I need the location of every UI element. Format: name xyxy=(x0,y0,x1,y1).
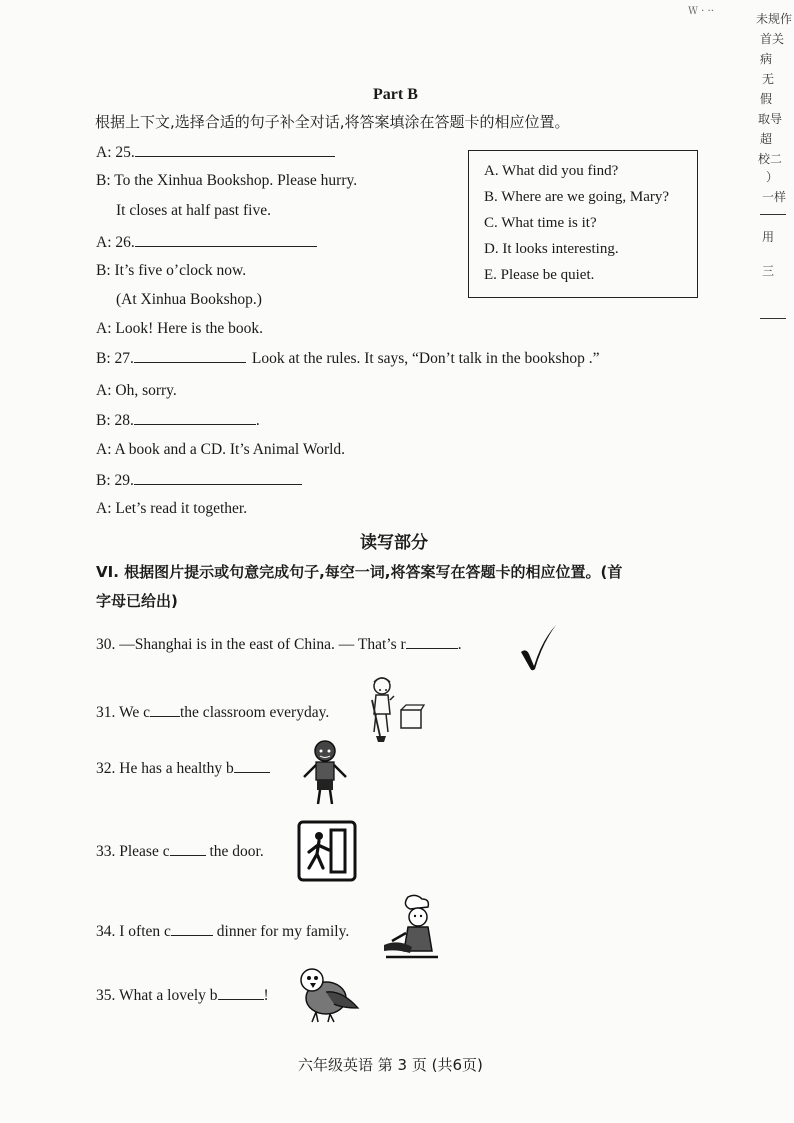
dialogue-line: A: Let’s read it together. xyxy=(96,500,248,517)
chef-cooking-icon xyxy=(382,893,442,963)
edge-fragment: 取导 xyxy=(758,112,783,126)
writing-section-title: 读写部分 xyxy=(360,533,428,553)
dialogue-line: B: To the Xinhua Bookshop. Please hurry. xyxy=(96,172,358,189)
edge-fragment: 未规作 xyxy=(756,12,793,26)
edge-rule xyxy=(760,318,786,319)
question-32: 32. He has a healthy b xyxy=(96,759,270,778)
edge-fragment: 一样 xyxy=(762,190,787,204)
option-b: B. Where are we going, Mary? xyxy=(484,189,670,205)
edge-fragment: 假 xyxy=(760,92,773,106)
edge-fragment: 校二 xyxy=(758,152,783,166)
question-31: 31. We c the classroom everyday. xyxy=(96,704,330,721)
answer-blank[interactable] xyxy=(170,842,206,856)
part-b-title: Part B xyxy=(373,86,418,103)
question-35: 35. What a lovely b ! xyxy=(96,987,269,1004)
cleaning-girl-icon xyxy=(364,672,426,744)
question-33: 33. Please c the door. xyxy=(96,843,264,860)
dialogue-line: A: Look! Here is the book. xyxy=(96,320,264,337)
answer-blank[interactable] xyxy=(135,233,317,247)
edge-fragment: 无 xyxy=(762,72,775,86)
option-e: E. Please be quiet. xyxy=(484,267,595,283)
answer-blank[interactable] xyxy=(406,635,458,649)
dialogue-line: A: A book and a CD. It’s Animal World. xyxy=(96,441,346,458)
edge-fragment: 超 xyxy=(760,132,773,146)
edge-bleed-strip xyxy=(754,0,794,330)
answer-blank[interactable] xyxy=(218,986,264,1000)
edge-fragment: 用 xyxy=(762,230,775,244)
dialogue-line: B: It’s five o’clock now. xyxy=(96,262,247,279)
edge-fragment: ） xyxy=(766,170,779,184)
answer-blank[interactable] xyxy=(134,349,246,363)
answer-blank[interactable] xyxy=(134,411,256,425)
answer-blank[interactable] xyxy=(234,759,270,773)
door-sign-icon xyxy=(297,820,357,882)
dialogue-line: It closes at half past five. xyxy=(116,202,271,219)
dialogue-line: (At Xinhua Bookshop.) xyxy=(116,291,262,308)
dialogue-line-26: A: 26. xyxy=(96,233,317,252)
header-fragment: Ｗ · ·· xyxy=(688,6,714,17)
dialogue-line-28: B: 28. . xyxy=(96,412,260,429)
writing-instruction-cont: 字母已给出) xyxy=(96,592,178,610)
dialogue-line-27: B: 27. Look at the rules. It says, “Don’t talk in the bookshop .” xyxy=(96,350,600,367)
answer-blank[interactable] xyxy=(135,143,335,157)
edge-fragment: 三 xyxy=(762,264,775,278)
answer-blank[interactable] xyxy=(171,922,213,936)
answer-blank[interactable] xyxy=(150,703,180,717)
options-box xyxy=(468,150,698,298)
dialogue-line: A: Oh, sorry. xyxy=(96,382,177,399)
page-footer: 六年级英语 第 3 页 (共6页) xyxy=(298,1056,483,1074)
option-a: A. What did you find? xyxy=(484,163,619,179)
edge-rule xyxy=(760,214,786,215)
edge-fragment: 病 xyxy=(760,52,773,66)
option-d: D. It looks interesting. xyxy=(484,241,619,257)
dialogue-line-25: A: 25. xyxy=(96,143,335,162)
part-b-instruction: 根据上下文,选择合适的句子补全对话,将答案填涂在答题卡的相应位置。 xyxy=(95,113,570,131)
question-30: 30. —Shanghai is in the east of China. — That’s r . xyxy=(96,636,462,653)
edge-fragment: 首关 xyxy=(760,32,785,46)
writing-instruction: VI. 根据图片提示或句意完成句子,每空一词,将答案写在答题卡的相应位置。(首 xyxy=(96,563,623,581)
bird-icon xyxy=(296,964,362,1026)
option-c: C. What time is it? xyxy=(484,215,597,231)
answer-blank[interactable] xyxy=(134,471,302,485)
checkmark-icon xyxy=(518,622,558,672)
dialogue-line-29: B: 29. xyxy=(96,471,302,490)
boy-body-icon xyxy=(300,737,350,807)
question-34: 34. I often c dinner for my family. xyxy=(96,923,350,940)
